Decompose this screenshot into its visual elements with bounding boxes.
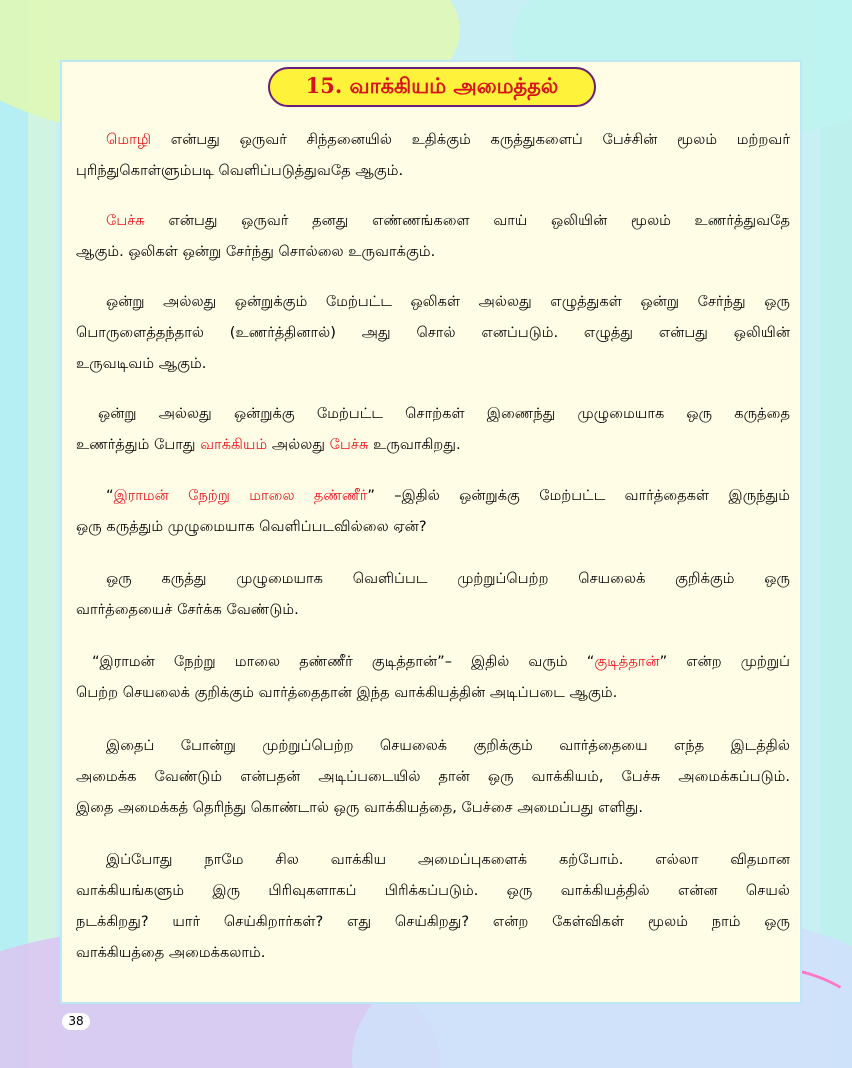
text-line [76, 317, 790, 348]
text-segment: ” என்ற முற்றுப் [659, 653, 791, 670]
paragraph-complete-action [76, 563, 790, 625]
text-line [76, 677, 790, 708]
text-segment: இதை அமைக்கத் தெரிந்து கொண்டால் ஒரு வாக்கியத்தை, பேச்சை அமைப்பது எளிது. [76, 799, 643, 816]
text-line [76, 761, 790, 792]
text-line [76, 906, 790, 937]
text-line [76, 730, 790, 761]
text-line [76, 563, 790, 594]
paragraph-example-incomplete [76, 480, 790, 542]
text-segment: பெற்ற செயலைக் குறிக்கும் வார்த்தைதான் இந்த வாக்கியத்தின் அடிப்படை ஆகும். [76, 684, 618, 701]
text-line [76, 236, 790, 267]
text-segment: உருவடிவம் ஆகும். [76, 355, 207, 372]
text-segment: அமைக்க வேண்டும் என்பதன் அடிப்படையில் தான் ஒரு வாக்கியம், பேச்சு அமைக்கப்படும். [76, 768, 790, 785]
lesson-title: 15. வாக்கியம் அமைத்தல் [305, 73, 559, 98]
paragraph-learn-structures [76, 844, 790, 968]
highlighted-term: மொழி [106, 131, 152, 148]
paragraph-example-complete [76, 646, 790, 708]
text-segment: ஒன்று அல்லது ஒன்றுக்கும் மேற்பட்ட ஒலிகள் அல்லது எழுத்துகள் ஒன்று சேர்ந்து ஒரு [106, 293, 791, 310]
highlighted-term: பேச்சு [106, 212, 145, 229]
text-line [76, 348, 790, 379]
text-segment: உருவாகிறது. [368, 436, 461, 453]
text-segment: இப்போது நாமே சில வாக்கிய அமைப்புகளைக் கற்போம். எல்லா விதமான [106, 851, 790, 868]
text-line [76, 937, 790, 968]
paragraph-placement [76, 730, 790, 823]
lesson-title-banner [268, 67, 596, 107]
paragraph-mozhi [76, 124, 790, 186]
page-number: 38 [62, 1013, 90, 1030]
text-line [76, 646, 790, 677]
paragraph-vakkiyam [76, 398, 790, 460]
text-segment: ஒரு கருத்தும் முழுமையாக வெளிப்படவில்லை ஏன்? [76, 518, 427, 535]
text-line [76, 480, 790, 511]
text-segment: “இராமன் நேற்று மாலை தண்ணீர் குடித்தான்”– இதில் வரும் “ [92, 653, 595, 670]
text-line [76, 594, 790, 625]
text-segment: அல்லது [267, 436, 330, 453]
highlighted-term: குடித்தான் [594, 653, 660, 670]
text-segment: “ [106, 487, 114, 504]
text-segment: ஒரு கருத்து முழுமையாக வெளிப்பட முற்றுப்பெற்ற செயலைக் குறிக்கும் ஒரு [106, 570, 790, 587]
text-segment: ஆகும். ஒலிகள் ஒன்று சேர்ந்து சொல்லை உருவாக்கும். [76, 243, 436, 260]
text-segment: உணர்த்தும் போது [76, 436, 201, 453]
highlighted-term: வாக்கியம் [200, 436, 268, 453]
text-line [76, 875, 790, 906]
text-line [76, 792, 790, 823]
text-segment: வாக்கியத்தை அமைக்கலாம். [76, 944, 266, 961]
text-line [76, 205, 790, 236]
highlighted-term: இராமன் நேற்று மாலை தண்ணீர் [113, 487, 368, 504]
text-segment: இதைப் போன்று முற்றுப்பெற்ற செயலைக் குறிக்கும் வார்த்தையை எந்த இடத்தில் [106, 737, 790, 754]
text-segment: ஒன்று அல்லது ஒன்றுக்கு மேற்பட்ட சொற்கள் இணைந்து முழுமையாக ஒரு கருத்தை [98, 405, 790, 422]
text-line [76, 286, 790, 317]
text-line [76, 511, 790, 542]
text-segment: ” –இதில் ஒன்றுக்கு மேற்பட்ட வார்த்தைகள் இருந்தும் [367, 487, 790, 504]
paragraph-pechu [76, 205, 790, 267]
text-segment: வார்த்தையைச் சேர்க்க வேண்டும். [76, 601, 299, 618]
text-segment: நடக்கிறது? யார் செய்கிறார்கள்? எது செய்கிறது? என்ற கேள்விகள் மூலம் நாம் ஒரு [76, 913, 790, 930]
text-line [76, 844, 790, 875]
highlighted-term: பேச்சு [329, 436, 369, 453]
text-line [76, 429, 790, 460]
text-line [76, 124, 790, 155]
paragraph-sol [76, 286, 790, 379]
text-line [76, 155, 790, 186]
text-segment: என்பது ஒருவர் தனது எண்ணங்களை வாய் ஒலியின் மூலம் உணர்த்துவதே [144, 212, 790, 229]
text-line [76, 398, 790, 429]
text-segment: புரிந்துகொள்ளும்படி வெளிப்படுத்துவதே ஆகும். [76, 162, 404, 179]
text-segment: வாக்கியங்களும் இரு பிரிவுகளாகப் பிரிக்கப்படும். ஒரு வாக்கியத்தில் என்ன செயல் [76, 882, 790, 899]
text-segment: பொருளைத்தந்தால் (உணர்த்தினால்) அது சொல் எனப்படும். எழுத்து என்பது ஒலியின் [76, 324, 790, 341]
text-segment: என்பது ஒருவர் சிந்தனையில் உதிக்கும் கருத்துகளைப் பேச்சின் மூலம் மற்றவர் [151, 131, 790, 148]
